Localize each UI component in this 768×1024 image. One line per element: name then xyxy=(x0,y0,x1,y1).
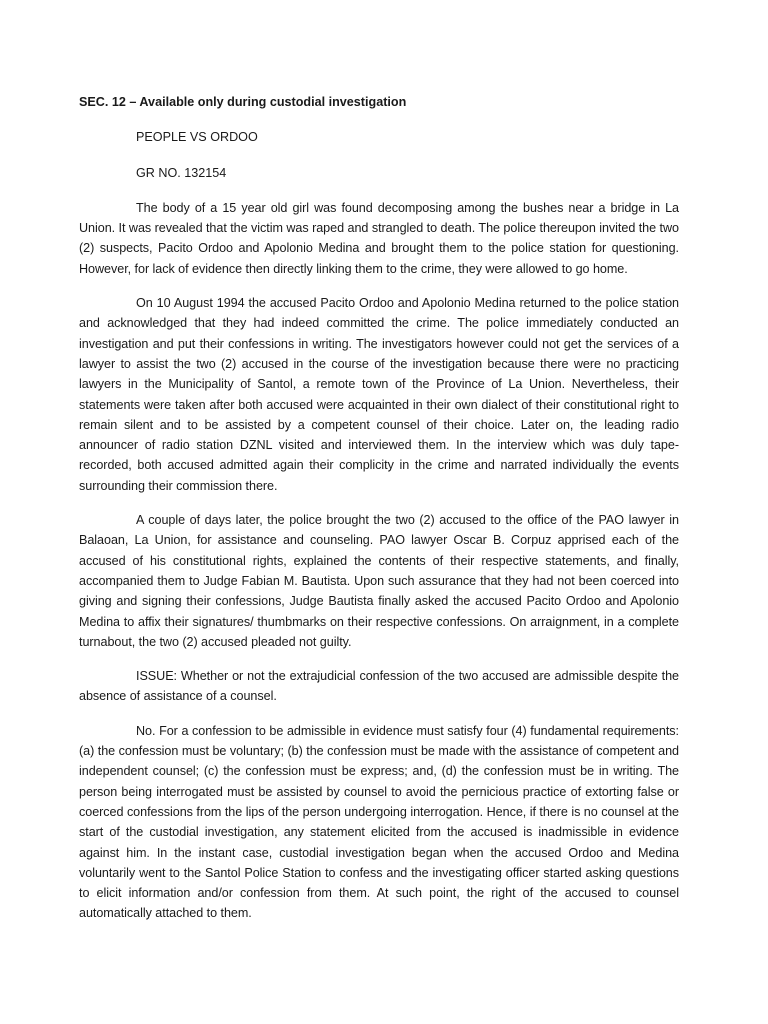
ruling-paragraph: No. For a confession to be admissible in evidence must satisfy four (4) fundamental requirements: (a) the confession must be voluntary; (b) the confession must be made with the assistance of competent and independent counsel; (c) the confession must be express; and, (d) the confession must be in writing. The person being interrogated must be assisted by counsel to avoid the pernicious practice of extorting false or coerced confessions from the lips of the person undergoing interrogation. Hence, if there is no counsel at the start of the custodial investigation, any statement elicited from the accused is inadmissible in evidence against him. In the instant case, custodial investigation began when the accused Ordoo and Medina voluntarily went to the Santol Police Station to confess and the investigating officer started asking questions to elicit information and/or confession from them. At such point, the right of the accused to counsel automatically attached to them. xyxy=(79,723,679,921)
facts-paragraph-1: The body of a 15 year old girl was found decomposing among the bushes near a bridge in La Union. It was revealed that the victim was raped and strangled to death. The police thereupon invited the two (2) suspects, Pacito Ordoo and Apolonio Medina and brought them to the police station for questioning. However, for lack of evidence then directly linking them to the crime, they were allowed to go home. xyxy=(79,200,679,276)
document-body xyxy=(79,92,679,938)
section-heading: SEC. 12 – Available only during custodial investigation xyxy=(79,95,407,109)
facts-paragraph-2: On 10 August 1994 the accused Pacito Ordoo and Apolonio Medina returned to the police station and acknowledged that they had indeed committed the crime. The police immediately conducted an investigation and put their confessions in writing. The investigators however could not get the services of a lawyer to assist the two (2) accused in the course of the investigation because there were no practicing lawyers in the Municipality of Santol, a remote town of the Province of La Union. Nevertheless, their statements were taken after both accused were acquainted in their own dialect of their constitutional right to remain silent and to be assisted by a competent counsel of their choice. Later on, the leading radio announcer of radio station DZNL visited and interviewed them. In the interview which was duly tape-recorded, both accused admitted again their complicity in the crime and narrated individually the events surrounding their commission there. xyxy=(79,296,679,493)
issue-paragraph: ISSUE: Whether or not the extrajudicial confession of the two accused are admissible despite the absence of assistance of a counsel. xyxy=(79,669,679,704)
case-number: GR NO. 132154 xyxy=(136,165,227,180)
facts-paragraph-3: A couple of days later, the police brought the two (2) accused to the office of the PAO lawyer in Balaoan, La Union, for assistance and counseling. PAO lawyer Oscar B. Corpuz apprised each of the accused of his constitutional rights, explained the contents of their respective statements, and finally, accompanied them to Judge Fabian M. Bautista. Upon such assurance that they had not been coerced into giving and signing their confessions, Judge Bautista finally asked the accused Pacito Ordoo and Apolonio Medina to affix their signatures/ thumbmarks on their respective confessions. On arraignment, in a complete turnabout, the two (2) accused pleaded not guilty. xyxy=(79,513,679,649)
case-title: PEOPLE VS ORDOO xyxy=(136,130,258,145)
